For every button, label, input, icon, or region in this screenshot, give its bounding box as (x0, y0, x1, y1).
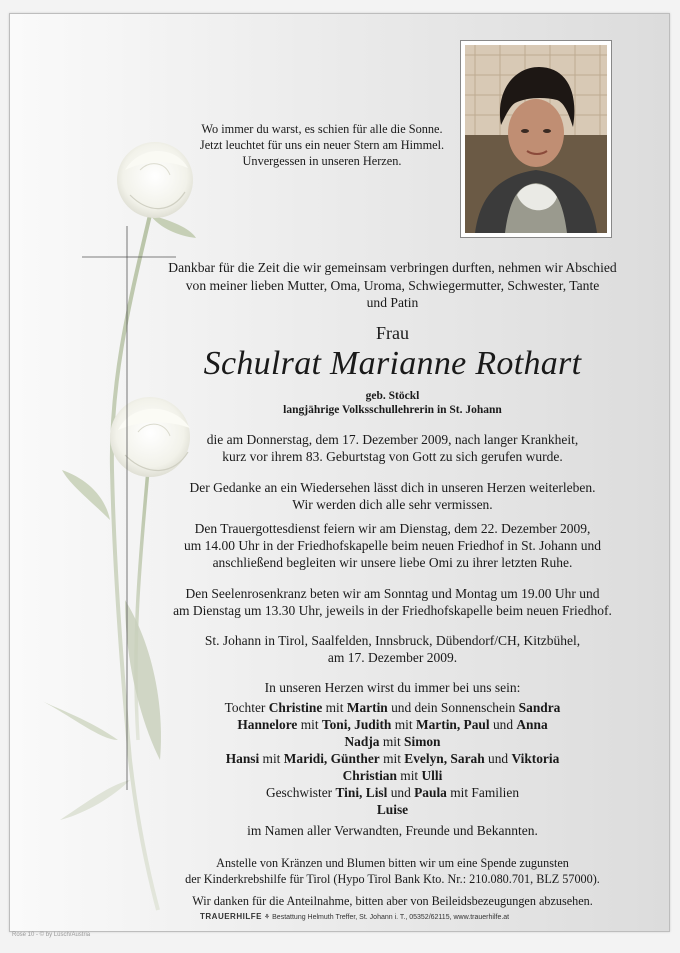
family-connector: mit (379, 751, 405, 766)
footer-text: Bestattung Helmuth Treffer, St. Johann i. T., 05352/62115, www.trauerhilfe.at (272, 914, 510, 921)
family-connector: mit Familien (446, 785, 520, 800)
death-line: kurz vor ihrem 83. Geburtstag von Gott zu sich gerufen wurde. (222, 449, 563, 465)
maiden-name-block (140, 389, 645, 417)
family-member-name: Christine (268, 700, 323, 715)
portrait-image (465, 45, 607, 233)
rosary-line: Den Seelenrosenkranz beten wir am Sonntag und Montag um 19.00 Uhr und (185, 586, 600, 601)
funeral-line: Den Trauergottesdienst feiern wir am Dienstag, dem 22. Dezember 2009, (194, 521, 591, 536)
family-line (140, 784, 645, 801)
rosary-line: am Dienstag um 13.30 Uhr, jeweils in der Friedhofskapelle beim neuen Friedhof. (173, 603, 612, 619)
family-member-name: Tini, Lisl (335, 785, 388, 800)
verse-line: Wo immer du warst, es schien für alle die Sonne. (201, 122, 443, 136)
salutation: Frau (376, 323, 409, 343)
family-line (140, 699, 645, 716)
family-member-name: Martin (346, 700, 388, 715)
family-connector: Tochter (224, 700, 269, 715)
family-member-name: Hansi (225, 751, 260, 766)
occupation: langjährige Volksschullehrerin in St. Johann (283, 404, 502, 416)
family-member-name: Viktoria (511, 751, 560, 766)
footer (200, 912, 620, 921)
thought-line: Wir werden dich alle sehr vermissen. (292, 497, 493, 513)
family-member-name: Martin, Paul (415, 717, 490, 732)
intro-line: und Patin (366, 295, 419, 310)
place-date-line: St. Johann in Tirol, Saalfelden, Innsbruck, Dübendorf/CH, Kitzbühel, (204, 633, 581, 648)
family-member-name: Nadja (344, 734, 380, 749)
family-member-name: Sandra (518, 700, 561, 715)
place-date-line: am 17. Dezember 2009. (327, 650, 458, 666)
funeral-line: anschließend begleiten wir unsere liebe Omi zu ihrer letzten Ruhe. (212, 555, 573, 571)
family-member-name: Anna (516, 717, 548, 732)
family-connector: und (489, 717, 517, 732)
family-line (140, 733, 645, 750)
footer-logo-icon: ⚘ (263, 914, 271, 921)
family-member-name: Christian (342, 768, 397, 783)
donation-paragraph (140, 855, 645, 887)
maiden-name: geb. Stöckl (365, 390, 420, 402)
thanks-line: Wir danken für die Anteilnahme, bitten aber von Beileidsbezeugungen abzusehen. (192, 894, 593, 908)
family-connector: mit (259, 751, 284, 766)
place-date-paragraph (140, 632, 645, 666)
family-connector: mit (379, 734, 405, 749)
family-connector: mit (322, 700, 347, 715)
intro-paragraph (140, 259, 645, 312)
thought-paragraph (140, 479, 645, 513)
image-credit: Rose 10 - © by Lüsch/Austria (12, 932, 91, 938)
family-connector: und (484, 751, 512, 766)
family-connector: und dein Sonnenschein (387, 700, 519, 715)
family-member-name: Simon (404, 734, 441, 749)
portrait-photo (460, 40, 612, 238)
hearts-line: In unseren Herzen wirst du immer bei uns sein: (264, 680, 521, 695)
family-line (140, 767, 645, 784)
donation-line: Anstelle von Kränzen und Blumen bitten wir um eine Spende zugunsten (216, 856, 569, 870)
verse-line: Jetzt leuchtet für uns ein neuer Stern am Himmel. (199, 138, 445, 152)
family-member-name: Paula (414, 785, 447, 800)
funeral-paragraph (140, 520, 645, 572)
family-member-name: Ulli (421, 768, 443, 783)
funeral-line: um 14.00 Uhr in der Friedhofskapelle beim neuen Friedhof in St. Johann und (184, 538, 601, 554)
intro-line: Dankbar für die Zeit die wir gemeinsam verbringen durften, nehmen wir Abschied (168, 260, 617, 275)
family-line (140, 801, 645, 818)
family-member-name: Hannelore (237, 717, 298, 732)
family-line (140, 716, 645, 733)
family-connector: und (387, 785, 415, 800)
verse-block (172, 121, 472, 169)
family-line (140, 750, 645, 767)
donation-line: der Kinderkrebshilfe für Tirol (Hypo Tirol Bank Kto. Nr.: 210.080.701, BLZ 57000). (185, 872, 600, 886)
family-connector: mit (297, 717, 322, 732)
family-connector: mit (396, 768, 422, 783)
intro-line: von meiner lieben Mutter, Oma, Uroma, Schwiegermutter, Schwester, Tante (185, 277, 600, 293)
family-connector: mit (391, 717, 416, 732)
footer-brand: TRAUERHILFE (200, 912, 262, 921)
verse-line: Unvergessen in unseren Herzen. (242, 154, 402, 168)
thought-line: Der Gedanke an ein Wiedersehen lässt dich in unseren Herzen weiterleben. (189, 480, 596, 495)
relatives-line: im Namen aller Verwandten, Freunde und Bekannten. (247, 823, 538, 838)
deceased-name: Schulrat Marianne Rothart (203, 345, 582, 382)
family-member-name: Maridi, Günther (283, 751, 380, 766)
family-connector: Geschwister (265, 785, 336, 800)
family-member-name: Luise (376, 802, 409, 817)
death-line: die am Donnerstag, dem 17. Dezember 2009, nach langer Krankheit, (206, 432, 579, 447)
family-member-name: Toni, Judith (321, 717, 392, 732)
death-paragraph (140, 431, 645, 465)
family-member-name: Evelyn, Sarah (404, 751, 485, 766)
family-list (140, 699, 645, 818)
rosary-paragraph (140, 585, 645, 619)
